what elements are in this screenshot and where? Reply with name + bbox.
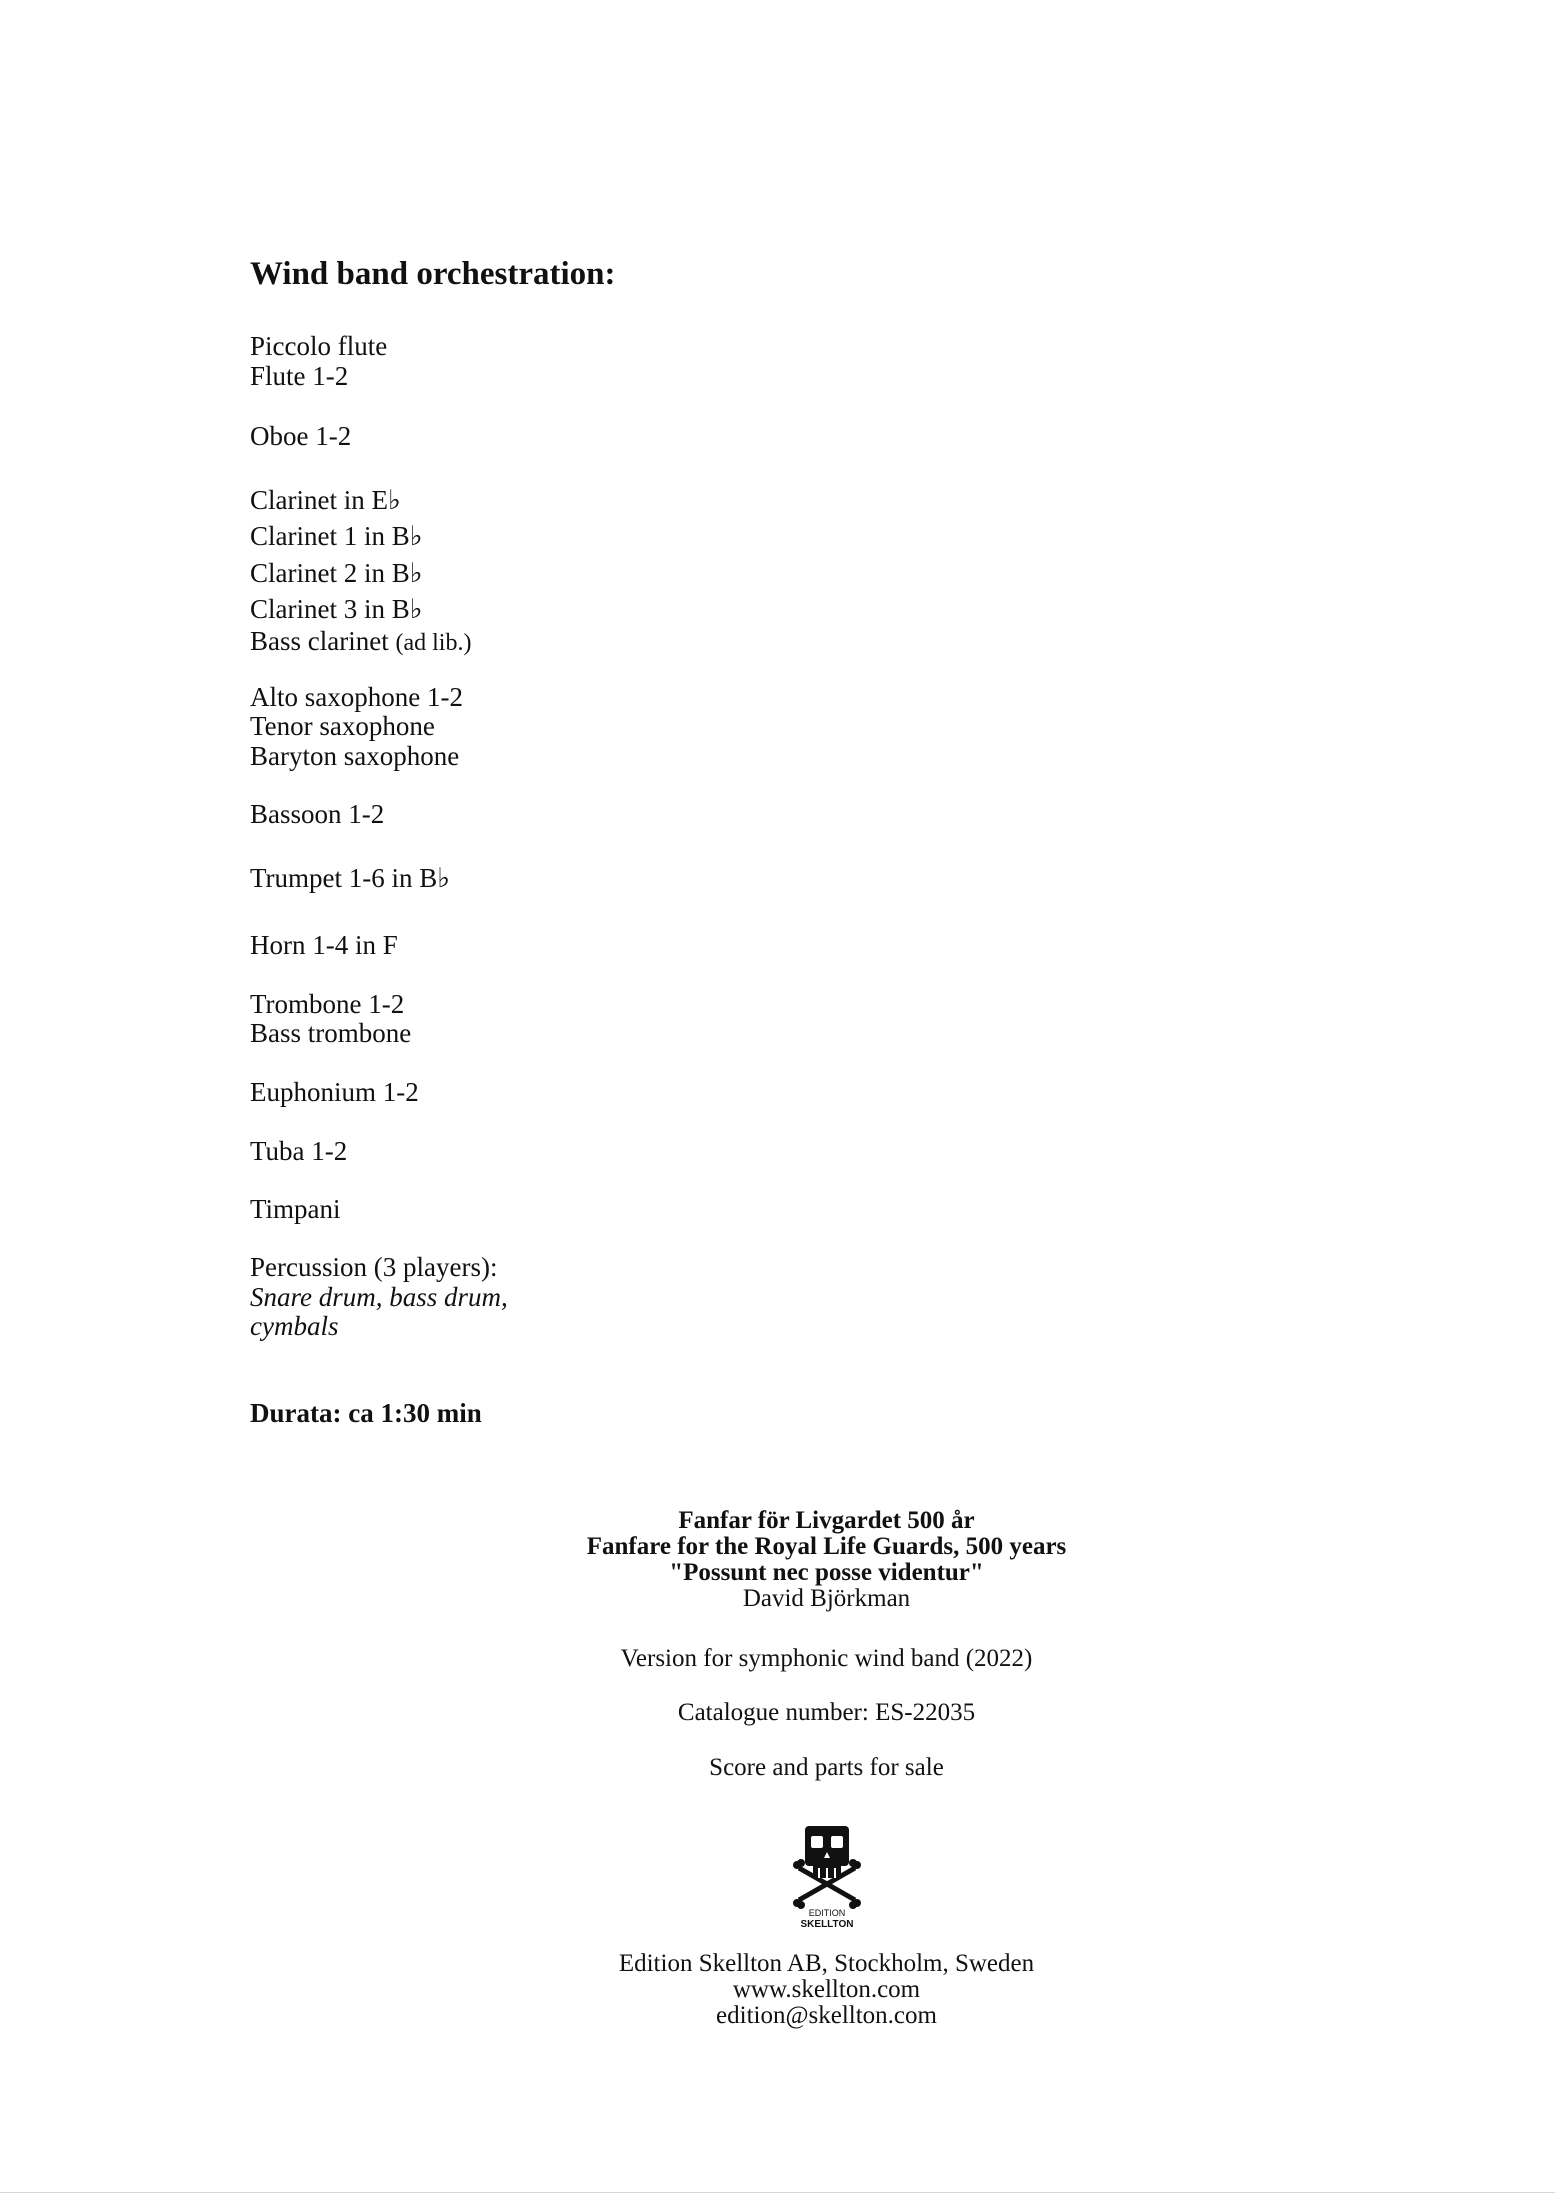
instrument-trumpet: Trumpet 1-6 in B♭ (250, 863, 451, 893)
bass-clarinet-note: (ad lib.) (395, 630, 472, 656)
instrument-trombone: Trombone 1-2 (250, 989, 405, 1019)
instrument-euphonium: Euphonium 1-2 (250, 1077, 419, 1107)
catalogue-number: Catalogue number: ES-22035 (677, 1699, 976, 1726)
percussion-detail-line2: cymbals (250, 1311, 339, 1341)
instrument-tenor-sax: Tenor saxophone (250, 711, 435, 741)
instrument-bassoon: Bassoon 1-2 (250, 799, 385, 829)
instrument-bass-trombone: Bass trombone (250, 1018, 412, 1048)
skull-icon (805, 1826, 849, 1878)
instrument-piccolo: Piccolo flute (250, 331, 388, 361)
page-bottom-edge (0, 2192, 1555, 2193)
work-motto: "Possunt nec posse videntur" (669, 1559, 984, 1586)
percussion-detail-line1: Snare drum, bass drum, (250, 1282, 508, 1312)
skellton-skull-logo (791, 1824, 863, 1928)
catalogue-info (0, 1700, 1555, 1726)
instrument-percussion: Percussion (3 players): (250, 1252, 498, 1282)
instrument-clarinet-3: Clarinet 3 in B♭ (250, 594, 423, 624)
publisher-email: edition@skellton.com (716, 2002, 937, 2029)
instrument-clarinet-2: Clarinet 2 in B♭ (250, 558, 423, 588)
instrument-flute: Flute 1-2 (250, 361, 349, 391)
sale-text: Score and parts for sale (709, 1754, 944, 1781)
sale-info (0, 1755, 1555, 1781)
orchestration-heading: Wind band orchestration: (250, 256, 616, 292)
composer-name: David Björkman (742, 1585, 911, 1612)
logo-text-edition: EDITION (808, 1908, 846, 1918)
work-title-block (0, 1508, 1555, 1612)
publisher-block (0, 1951, 1555, 2029)
instrument-clarinet-eb: Clarinet in E♭ (250, 485, 401, 515)
version-text: Version for symphonic wind band (2022) (620, 1645, 1033, 1672)
bass-clarinet-label: Bass clarinet (250, 626, 389, 656)
instrument-oboe: Oboe 1-2 (250, 421, 352, 451)
instrument-clarinet-1: Clarinet 1 in B♭ (250, 521, 423, 551)
instrument-bass-clarinet (250, 626, 471, 658)
publisher-address: Edition Skellton AB, Stockholm, Sweden (618, 1950, 1035, 1977)
work-title-english: Fanfare for the Royal Life Guards, 500 years (586, 1533, 1067, 1560)
instrument-timpani: Timpani (250, 1194, 341, 1224)
instrument-tuba: Tuba 1-2 (250, 1136, 348, 1166)
durata: Durata: ca 1:30 min (250, 1398, 482, 1428)
logo-text-skellton: SKELLTON (800, 1919, 854, 1928)
publisher-website: www.skellton.com (732, 1976, 921, 2003)
instrument-alto-sax: Alto saxophone 1-2 (250, 682, 463, 712)
instrument-horn: Horn 1-4 in F (250, 930, 398, 960)
work-title-swedish: Fanfar för Livgardet 500 år (678, 1507, 975, 1534)
version-info (0, 1646, 1555, 1672)
instrument-baryton-sax: Baryton saxophone (250, 741, 460, 771)
